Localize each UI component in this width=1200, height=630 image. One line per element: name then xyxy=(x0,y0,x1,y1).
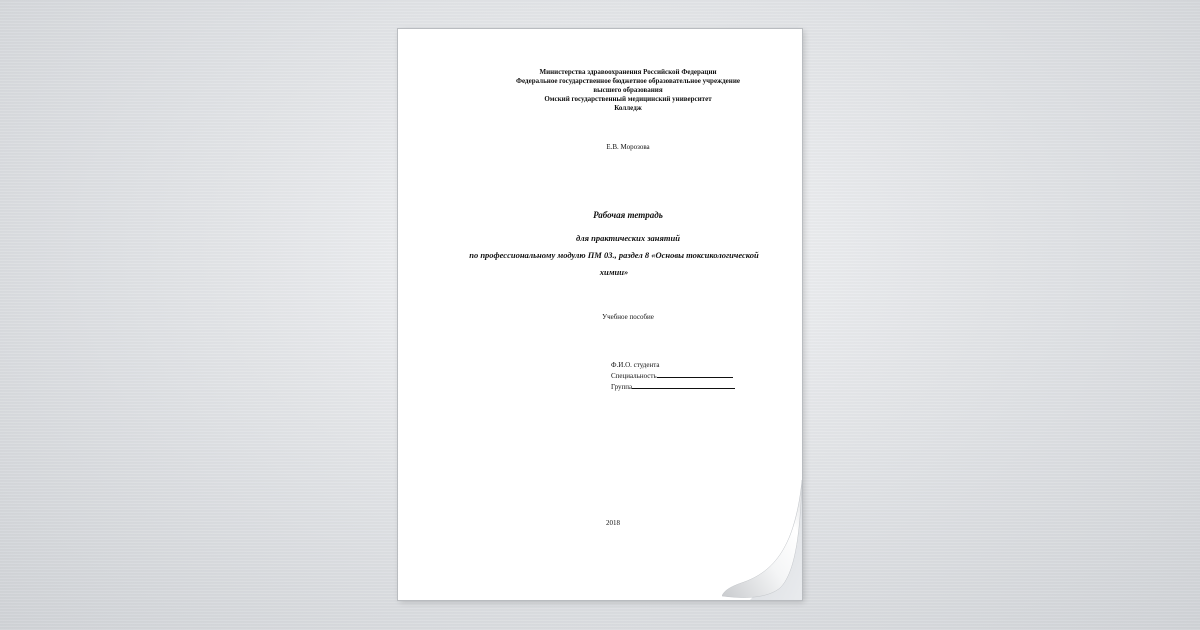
header-line-ministry: Министерства здравоохранения Российской Федерации xyxy=(539,68,717,76)
student-fields xyxy=(611,360,735,392)
publication-year: 2018 xyxy=(606,519,620,527)
author-name: Е.В. Морозова xyxy=(606,143,650,151)
student-name-field xyxy=(611,360,735,370)
institution-header xyxy=(398,68,802,113)
document-subtitle xyxy=(398,230,802,281)
group-label: Группа xyxy=(611,383,633,391)
specialty-blank-line xyxy=(657,370,733,378)
subtitle-line-practical: для практических занятий xyxy=(576,233,680,243)
specialty-field xyxy=(611,370,735,381)
subtitle-line-chemistry: химии» xyxy=(599,267,629,277)
group-blank-line xyxy=(632,381,735,389)
edition-type: Учебное пособие xyxy=(602,313,654,321)
document-page xyxy=(398,29,802,600)
header-line-higher-education: высшего образования xyxy=(593,86,663,94)
header-line-federal: Федеральное государственное бюджетное образовательное учреждение xyxy=(516,77,740,85)
document-title: Рабочая тетрадь xyxy=(593,210,663,220)
page-curl-icon xyxy=(722,480,802,600)
student-name-label: Ф.И.О. студента xyxy=(611,361,660,369)
subtitle-line-module: по профессиональному модулю ПМ 03., раздел 8 «Основы токсикологической xyxy=(469,250,759,260)
header-line-college: Колледж xyxy=(614,104,642,112)
specialty-label: Специальность xyxy=(611,372,657,380)
header-line-university: Омский государственный медицинский университет xyxy=(544,95,712,103)
group-field xyxy=(611,381,735,392)
